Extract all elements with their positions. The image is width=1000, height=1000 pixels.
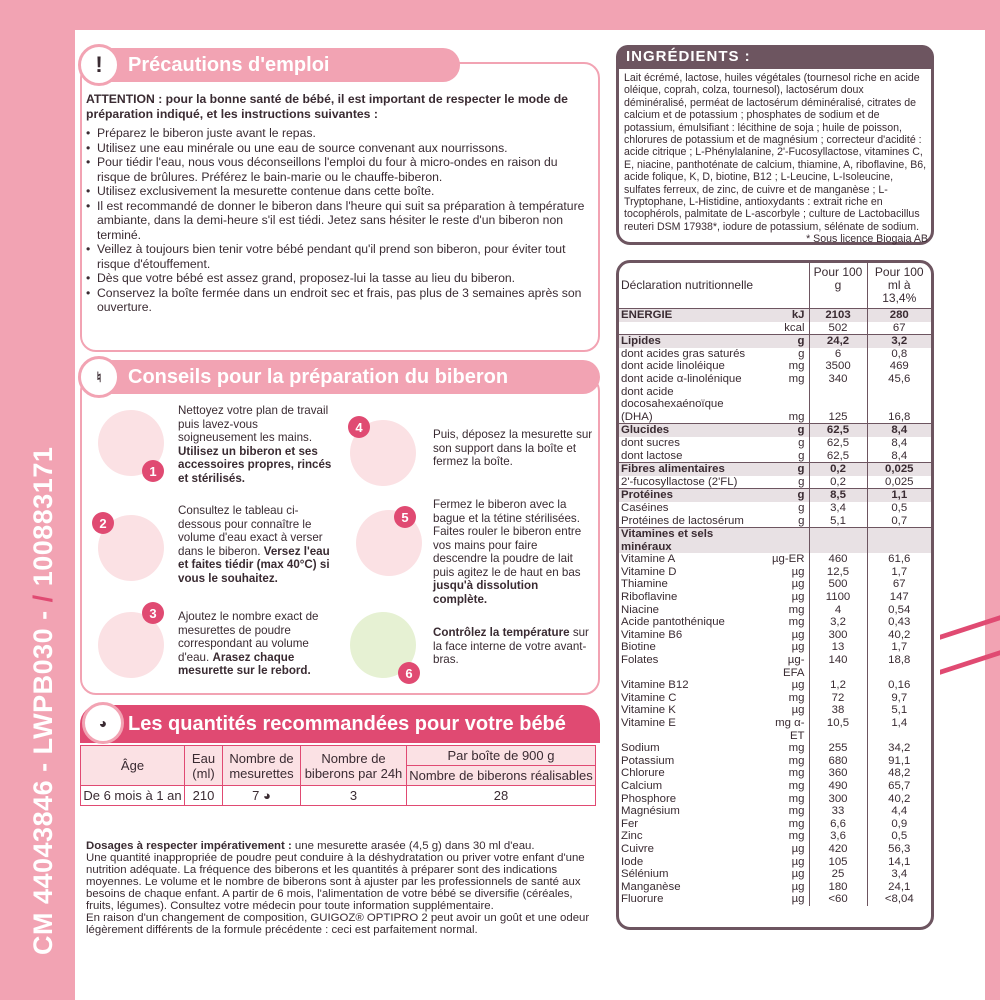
nutrition-cell-name: (DHA) [621,410,653,423]
nutrition-cell-ml: 40,2 [867,629,931,642]
nutrition-cell-g: 5,1 [809,515,867,528]
nutrition-cell-unit: µg [791,704,805,717]
nutrition-cell-g: 180 [809,881,867,894]
list-item: • Utilisez une eau minérale ou une eau de source convenant aux nourrissons. [86,141,592,156]
nutrition-cell-unit: mg [788,742,805,755]
step-3-desc: Ajoutez le nombre exact de mesurettes de poudre correspondant au volume d'eau. [178,610,319,664]
step-2-number: 2 [92,512,114,534]
table-row [619,856,931,869]
table-row [619,881,931,894]
nutrition-cell-ml: 4,4 [867,805,931,818]
nutrition-cell-ml: 0,7 [867,515,931,528]
nutrition-cell-unit: mg [788,691,805,704]
nutrition-cell-name: Vitamines et sels minéraux [619,528,769,554]
nutrition-cell-ml: 61,6 [867,553,931,566]
col-age-header: Âge [81,746,185,786]
nutrition-cell-name: Riboflavine [621,591,678,604]
nutrition-cell-name: Vitamine A [621,553,676,566]
step-4-number: 4 [348,416,370,438]
table-row [619,755,931,768]
table-row [619,868,931,881]
nutrition-group-row [619,309,931,322]
nutrition-cell-ml: 469 [867,360,931,373]
table-row [619,830,931,843]
nutrition-cell-unit: µg [791,893,805,906]
nutrition-cell-name: Potassium [621,754,675,767]
quantities-table [80,745,596,806]
bottle-icon: ♮ [78,356,120,398]
nutrition-cell-name: Folates [621,654,659,667]
nutrition-cell-g: 1100 [809,591,867,604]
nutrition-group-row [619,489,931,502]
nutrition-cell-ml: 8,4 [867,437,931,450]
nutrition-cell-ml: 0,43 [867,616,931,629]
dosage-bold: Dosages à respecter impérativement : [86,840,292,852]
nutrition-cell-ml: 67 [867,322,931,335]
table-row [619,654,931,679]
dosage-text: une mesurette arasée (4,5 g) dans 30 ml d'eau. [291,840,535,852]
cell-eau: 210 [185,786,223,806]
nutrition-cell-ml: 9,7 [867,692,931,705]
nutrition-cell-ml: <8,04 [867,893,931,906]
nutrition-cell-g: 62,5 [809,450,867,463]
dosage-notes [86,840,596,936]
quantites-title: Les quantités recommandées pour votre bébé [128,712,566,735]
table-row [619,893,931,906]
nutrition-cell-unit: mg [788,792,805,805]
nutrition-cell-name: Zinc [621,830,643,843]
table-row [619,386,931,411]
step-3-number: 3 [142,602,164,624]
step-6-text [433,626,593,667]
list-item: • Utilisez exclusivement la mesurette contenue dans cette boîte. [86,184,592,199]
batch-code [28,447,59,955]
list-item: • Conservez la boîte fermée dans un endroit sec et frais, pas plus de 3 semaines après son ouverture. [86,286,592,315]
table-row [619,591,931,604]
nutrition-cell-name: Vitamine B12 [621,679,689,692]
nutrition-cell-name: Fer [621,817,639,830]
nutrition-cell-name: Niacine [621,603,659,616]
step-5-number: 5 [394,506,416,528]
nutrition-cell-unit [769,386,809,411]
table-row [619,616,931,629]
nutrition-cell-g: 300 [809,629,867,642]
ingredients-footnote: * Sous licence Biogaia AB [806,233,928,246]
nutrition-cell-unit: µg [791,679,805,692]
nutrition-cell-g: 502 [809,322,867,335]
step-5-bold: jusqu'à dissolution complète. [433,579,539,606]
conseils-title: Conseils pour la préparation du biberon [128,365,509,388]
table-row [619,502,931,515]
nutrition-header-decl: Déclaration nutritionnelle [621,278,754,292]
step-1-text [178,404,338,485]
nutrition-cell-unit: g [769,335,809,348]
nutrition-cell-g: 62,5 [809,424,867,437]
nutrition-cell-g: 140 [809,654,867,679]
nutrition-cell-unit: g [798,501,805,514]
nutrition-cell-g: 255 [809,742,867,755]
nutrition-cell-name: Cuivre [621,842,654,855]
nutrition-cell-name: Magnésium [621,805,680,818]
step-1-number: 1 [142,460,164,482]
nutrition-cell-unit: mg [788,830,805,843]
nutrition-cell-name: Iode [621,855,644,868]
nutrition-cell-ml: 40,2 [867,793,931,806]
nutrition-cell-ml: 280 [867,309,931,322]
nutrition-cell-ml: 91,1 [867,755,931,768]
nutrition-cell-name: Sélénium [621,868,669,881]
nutrition-cell-g: 340 [809,373,867,386]
table-row [619,348,931,361]
quantites-header [80,705,600,743]
nutrition-cell-name [619,322,769,335]
step-1-desc: Nettoyez votre plan de travail puis lavez-vous soigneusement les mains. [178,404,329,444]
precautions-title: Précautions d'emploi [128,53,330,76]
nutrition-cell-ml: 5,1 [867,704,931,717]
nutrition-cell-name: Fibres alimentaires [619,463,769,476]
precautions-header [80,48,460,82]
nutrition-cell-g: 33 [809,805,867,818]
table-row [81,746,596,766]
table-row [619,515,931,528]
nutrition-cell-g: 3500 [809,360,867,373]
nutrition-group-row [619,463,931,476]
nutrition-cell-unit: mg [788,754,805,767]
table-row [619,263,931,309]
col-bib-header: Nombre de biberons par 24h [301,746,407,786]
nutrition-cell-g: 490 [809,780,867,793]
nutrition-cell-ml: 0,8 [867,348,931,361]
nutrition-cell-ml: 65,7 [867,780,931,793]
nutrition-cell-unit [769,528,809,554]
table-row [619,437,931,450]
nutrition-cell-unit: µg-ER [771,553,805,566]
nutrition-cell-ml: 67 [867,578,931,591]
nutrition-cell-name: Vitamine C [621,691,677,704]
list-item: • Dès que votre bébé est assez grand, proposez-lui la tasse au lieu du biberon. [86,271,592,286]
cell-real: 28 [407,786,596,806]
step-5-text [433,498,593,606]
nutrition-cell-unit: mg [788,616,805,629]
table-row [619,578,931,591]
nutrition-header-100g: Pour 100 g [809,263,867,309]
nutrition-cell-ml: 8,4 [867,424,931,437]
nutrition-cell-unit: mg [788,372,805,385]
exclamation-icon: ! [78,44,120,86]
table-row [619,704,931,717]
nutrition-cell-unit: g [798,347,805,360]
nutrition-group-row [619,528,931,554]
table-row [619,373,931,386]
nutrition-cell-g: 360 [809,767,867,780]
scoop-small-icon: ◕ [263,788,271,803]
nutrition-cell-g: 6 [809,348,867,361]
nutrition-cell-unit: g [798,449,805,462]
table-row [619,843,931,856]
nutrition-cell-name: Vitamine D [621,565,677,578]
nutrition-cell-g: 680 [809,755,867,768]
nutrition-cell-name: Biotine [621,641,656,654]
nutrition-cell-g: 10,5 [809,717,867,742]
table-row [619,411,931,424]
nutrition-cell-name: Glucides [619,424,769,437]
nutrition-cell-unit: mg [788,817,805,830]
table-row [619,717,931,742]
step-6-desc: sur la face interne de votre avant-bras. [433,626,589,666]
nutrition-cell-ml: 45,6 [867,373,931,386]
table-row [619,742,931,755]
table-row [619,692,931,705]
col-mes-header: Nombre de mesurettes [223,746,301,786]
nutrition-cell-g: 25 [809,868,867,881]
batch-code-part2: 100883171 [28,446,58,587]
nutrition-cell-name: Thiamine [621,578,668,591]
nutrition-cell-name: dont lactose [621,449,683,462]
nutrition-cell-g: 6,6 [809,818,867,831]
nutrition-cell-name: Lipides [619,335,769,348]
precautions-content [86,92,592,315]
nutrition-cell-ml: 0,16 [867,679,931,692]
nutrition-cell-name: Protéines [619,489,769,502]
nutrition-cell-ml: 1,1 [867,489,931,502]
nutrition-cell-ml: 0,5 [867,830,931,843]
table-row [619,566,931,579]
nutrition-cell-unit: g [798,436,805,449]
nutrition-cell-unit: mg [788,767,805,780]
nutrition-cell-unit: kcal [784,321,805,334]
col-box-header: Par boîte de 900 g [407,746,596,766]
nutrition-cell-unit: µg [791,855,805,868]
nutrition-cell-g [809,386,867,411]
nutrition-cell-g: 1,2 [809,679,867,692]
nutrition-cell-g: 460 [809,553,867,566]
dosage-note-2: En raison d'un changement de composition, GUIGOZ® OPTIPRO 2 peut avoir un goût et une odeur légèrement différents de la formule précédente : ceci est parfaitement normal. [86,912,590,936]
list-item: • Veillez à toujours bien tenir votre bébé pendant qu'il prend son biberon, pour éviter tout risque d'étouffement. [86,242,592,271]
nutrition-cell-ml: 0,9 [867,818,931,831]
nutrition-header-100ml: Pour 100 ml à 13,4% [867,263,931,309]
nutrition-cell-g: 62,5 [809,437,867,450]
nutrition-cell-name: Manganèse [621,880,681,893]
nutrition-cell-unit: kJ [769,309,809,322]
nutrition-cell-name: dont acide linoléique [621,360,725,373]
ingredients-list: Lait écrémé, lactose, huiles végétales (tournesol riche en acide oléique, coprah, colza, tournesol), lactosérum doux déminéralisé, perméat de lactosérum déminéralisé, citrates de calcium et de potassium ; phosphates de sodium et de potassium, émulsifiant : lécithine de soja ; huile de poisson, chlorures de potassium et de magnésium ; correcteur d'acidité : acide citrique ; L-Phénylalanine, 2'-Fucosyllactose, vitamines C, E, niacine, panthoténate de calcium, thiamine, A, riboflavine, B6, acide folique, K, D, biotine, B12 ; L-Leucine, L-Isoleucine, sulfates ferreux, de zinc, de cuivre et de manganèse ; L-Tryptophane, L-Histidine, antioxydants : extrait riche en tocophérols, palmitate de L-ascorbyle ; culture de Lactobacillus reuteri DSM 17938*, iodure de potassium, sélénate de sodium. [624,72,927,233]
nutrition-cell-name: Vitamine E [621,717,676,729]
nutrition-cell-unit: g [769,463,809,476]
nutrition-cell-ml: 8,4 [867,450,931,463]
nutrition-cell-name: Protéines de lactosérum [621,514,744,527]
nutrition-cell-unit: mg [788,805,805,818]
table-row [619,805,931,818]
nutrition-group-row [619,335,931,348]
list-item: • Il est recommandé de donner le biberon dans l'heure qui suit sa préparation à température ambiante, dans la demi-heure s'il est tiédi. Jetez sans hésiter le reste d'un biberon non terminé. [86,199,592,243]
nutrition-cell-ml: 0,025 [867,463,931,476]
nutrition-cell-unit: mg α-ET [775,717,805,742]
nutrition-cell-name: Caséines [621,501,669,514]
nutrition-cell-name: Vitamine K [621,704,676,717]
nutrition-cell-unit: mg [788,410,805,423]
nutrition-cell-unit: µg [791,880,805,893]
nutrition-cell-g: 500 [809,578,867,591]
nutrition-cell-ml: 3,2 [867,335,931,348]
step-6-number: 6 [398,662,420,684]
nutrition-cell-name: Sodium [621,742,660,755]
nutrition-cell-name: dont acide α-linolénique [621,372,742,385]
cell-mes [223,786,301,806]
nutrition-cell-g: 420 [809,843,867,856]
table-row [619,604,931,617]
step-2-desc: Consultez le tableau ci-dessous pour connaître le volume d'eau exact à verser dans le biberon. [178,504,323,558]
nutrition-cell-unit: g [798,514,805,527]
nutrition-cell-ml: 24,1 [867,881,931,894]
step-6-bold: Contrôlez la température [433,626,570,639]
table-row [81,786,596,806]
nutrition-cell-ml: 16,8 [867,411,931,424]
table-row [619,679,931,692]
batch-code-part1: CM 44043846 - LWPB030 - [28,610,58,955]
nutrition-cell-g: 3,2 [809,616,867,629]
nutrition-cell-name: dont acides gras saturés [621,347,746,360]
table-row [619,322,931,335]
nutrition-cell-unit: µg-EFA [782,654,805,679]
dosage-line [86,840,596,852]
nutrition-cell-g: 4 [809,604,867,617]
nutrition-cell-g: 38 [809,704,867,717]
nutrition-cell-g: 12,5 [809,566,867,579]
nutrition-cell-ml: 3,4 [867,868,931,881]
step-3-bold: Arasez chaque mesurette sur le rebord. [178,650,311,677]
step-4-text [433,428,593,469]
nutrition-cell-name: Chlorure [621,767,665,780]
nutrition-cell-unit: µg [791,868,805,881]
nutrition-table [619,263,931,906]
nutrition-cell-g: 105 [809,856,867,869]
nutrition-cell-g: <60 [809,893,867,906]
nutrition-cell-g: 2103 [809,309,867,322]
nutrition-cell-unit: g [769,424,809,437]
step-2-bold: Versez l'eau et faites tiédir (max 40°C) si vous le souhaitez. [178,544,330,585]
nutrition-cell-ml [867,386,931,411]
nutrition-cell-g: 125 [809,411,867,424]
col-eau-header: Eau (ml) [185,746,223,786]
nutrition-cell-name: dont sucres [621,436,680,449]
nutrition-cell-ml: 34,2 [867,742,931,755]
batch-code-sep: / [28,594,58,603]
nutrition-cell-g: 24,2 [809,335,867,348]
attention-text: ATTENTION : pour la bonne santé de bébé, il est important de respecter le mode de préparation indiqué, et les instructions suivantes : [86,92,568,121]
table-row [619,629,931,642]
ingredients-text [624,72,928,246]
nutrition-cell-unit: mg [788,360,805,373]
table-row [619,793,931,806]
table-row [619,476,931,489]
table-row [619,360,931,373]
nutrition-cell-unit: µg [791,591,805,604]
nutrition-cell-ml: 147 [867,591,931,604]
nutrition-cell-unit: mg [788,779,805,792]
nutrition-cell-unit: mg [788,603,805,616]
nutrition-cell-ml: 56,3 [867,843,931,856]
step-3-text [178,610,338,678]
nutrition-cell-g: 8,5 [809,489,867,502]
table-row [619,641,931,654]
nutrition-cell-ml: 1,4 [867,717,931,742]
cell-mes-value: 7 [252,788,260,803]
nutrition-cell-unit: g [798,475,805,488]
nutrition-cell-unit: µg [791,578,805,591]
nutrition-cell-name: Acide pantothénique [621,616,725,629]
conseils-header [80,360,600,394]
step-5-desc: Fermez le biberon avec la bague et la tétine stérilisées. Faites rouler le biberon entre vos mains pour faire descendre la poudre de lait puis agitez le de haut en bas [433,498,582,579]
table-row [619,818,931,831]
nutrition-cell-ml: 18,8 [867,654,931,679]
nutrition-cell-unit: µg [791,842,805,855]
nutrition-cell-g: 0,2 [809,463,867,476]
nutrition-cell-ml: 0,025 [867,476,931,489]
table-row [619,780,931,793]
nutrition-cell-g: 3,6 [809,830,867,843]
nutrition-cell-g [809,528,867,554]
nutrition-cell-name: dont acide docosahexaénoïque [621,385,724,411]
nutrition-cell-name: Calcium [621,779,663,792]
nutrition-cell-unit: g [769,489,809,502]
nutrition-cell-ml: 1,7 [867,641,931,654]
nutrition-cell-name: Fluorure [621,893,664,906]
table-row [619,767,931,780]
cell-bib: 3 [301,786,407,806]
nutrition-cell-g: 72 [809,692,867,705]
nutrition-cell-g: 300 [809,793,867,806]
step-2-text [178,504,338,585]
list-item: • Préparez le biberon juste avant le repas. [86,126,592,141]
nutrition-cell-ml [867,528,931,554]
dosage-note-1: Une quantité inappropriée de poudre peut conduire à la déshydratation ou priver votre enfant d'une nutrition adéquate. La fréquence des biberons et les quantités à préparer sont des indications moyennes. Le volume et le nombre de biberons sont à ajuster par les professionnels de santé aux besoins de chaque enfant. A partir de 6 mois, l'alimentation de votre bébé se diversifie (céréales, fruits, légumes). Consultez votre médecin pour toute information supplémentaire. [86,852,585,912]
nutrition-cell-ml: 0,54 [867,604,931,617]
nutrition-cell-unit: µg [791,641,805,654]
nutrition-cell-name: 2'-fucosyllactose (2'FL) [621,475,738,488]
nutrition-cell-name: Vitamine B6 [621,628,683,641]
nutrition-cell-unit: µg [791,628,805,641]
nutrition-cell-ml: 14,1 [867,856,931,869]
nutrition-cell-ml: 48,2 [867,767,931,780]
nutrition-cell-name: Phosphore [621,792,677,805]
nutrition-cell-g: 3,4 [809,502,867,515]
nutrition-cell-g: 0,2 [809,476,867,489]
table-row [619,450,931,463]
nutrition-cell-ml: 1,7 [867,566,931,579]
nutrition-cell-unit: µg [791,565,805,578]
list-item: • Pour tiédir l'eau, nous vous déconseillons l'emploi du four à micro-ondes en raison du risque de brûlures. Préférez le bain-marie ou le chauffe-biberon. [86,155,592,184]
cell-age: De 6 mois à 1 an [81,786,185,806]
ingredients-title: INGRÉDIENTS : [616,45,934,69]
nutrition-cell-name: ENERGIE [619,309,769,322]
table-row [619,553,931,566]
nutrition-cell-g: 13 [809,641,867,654]
nutrition-cell-ml: 0,5 [867,502,931,515]
step-4-desc: Puis, déposez la mesurette sur son support dans la boîte et fermez la boîte. [433,428,593,468]
step-1-bold: Utilisez un biberon et ses accessoires propres, rincés et stérilisés. [178,444,332,485]
precautions-list [86,126,592,315]
scoop-icon: ◕ [82,702,124,744]
col-real-header: Nombre de biberons réalisables [407,766,596,786]
nutrition-group-row [619,424,931,437]
